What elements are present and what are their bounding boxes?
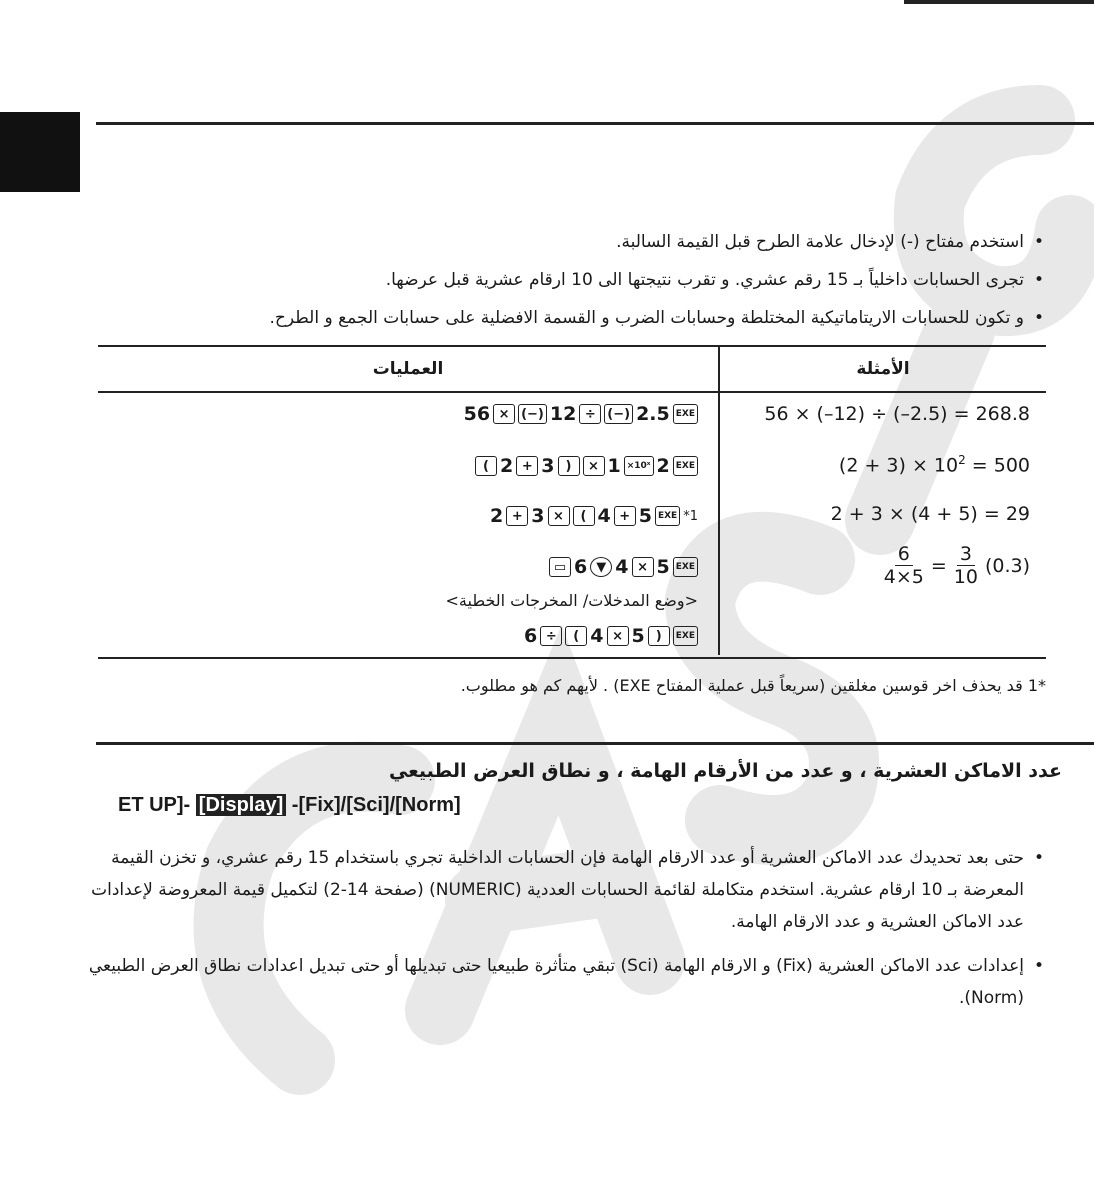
bullet-item: • إعدادات عدد الاماكن العشرية (Fix) و الارقام الهامة (Sci) تبقي متأثرة طبيعيا حتى تبديلها أو حتى تبديل اعدادات نطاق العرض الطبيعي (Norm). — [64, 950, 1044, 1014]
setup-path: ET UP]- [Display] -[Fix]/[Sci]/[Norm] — [118, 794, 461, 816]
operation-5 — [524, 625, 698, 647]
section1-bullets — [64, 228, 1044, 342]
fraction-key-icon: ▭ — [549, 557, 571, 577]
example-2: $(2 + 3) \times 10^2 = 500$ — [838, 453, 1030, 477]
left-paren-key-icon: ( — [565, 626, 587, 646]
display-highlight: [Display] — [196, 794, 286, 816]
header-examples: الأمثلة — [856, 359, 910, 379]
section2-title: عدد الاماكن العشرية ، و عدد من الأرقام الهامة ، و نطاق العرض الطبيعي — [388, 760, 1062, 782]
section2-bullets — [64, 842, 1044, 1026]
multiply-key-icon: × — [493, 404, 515, 424]
plus-key-icon: + — [614, 506, 636, 526]
example-3: 2 + 3 × (4 + 5) = 29 — [830, 503, 1030, 525]
bullet-text: حتى بعد تحديدك عدد الاماكن العشرية أو عدد الارقام الهامة فإن الحسابات الداخلية تجري باستخدام 15 رقم عشري، و تخزن القيمة المعرضة بـ 10 ارقام عشرية. استخدم متكاملة لقائمة الحسابات العددية (NUMERIC) (صفحة 14-2) لتكميل قيمة المعروضة لإعدادات عدد الاماكن العشرية و عدد الارقام الهامة. — [91, 848, 1024, 932]
op-number: 6 — [574, 556, 588, 578]
op-number: 2.5 — [636, 403, 670, 425]
mode-note: <وضع المدخلات/ المخرجات الخطية> — [445, 591, 698, 610]
exe-key-icon: EXE — [673, 456, 698, 476]
op-number: 2 — [490, 505, 504, 527]
bullet-text: إعدادات عدد الاماكن العشرية (Fix) و الارقام الهامة (Sci) تبقي متأثرة طبيعيا حتى تبديلها أو حتى تبديل اعدادات نطاق العرض الطبيعي (Norm). — [88, 956, 1024, 1008]
divide-key-icon: ÷ — [579, 404, 601, 424]
right-paren-key-icon: ) — [558, 456, 580, 476]
exe-key-icon: EXE — [673, 557, 698, 577]
footnote: *1 قد يحذف اخر قوسين مغلقين (سريعاً قبل عملية المفتاح EXE) . لأيهم كم هو مطلوب. — [460, 676, 1046, 695]
bullet-text: تجرى الحسابات داخلياً بـ 15 رقم عشري. و تقرب نتيجتها الى 10 ارقام عشرية قبل عرضها. — [385, 270, 1024, 290]
table-header — [98, 345, 1046, 393]
exp-key-icon: ×10ˣ — [624, 456, 654, 476]
exe-key-icon: EXE — [673, 626, 698, 646]
op-number: 6 — [524, 625, 538, 647]
op-number: 3 — [541, 455, 555, 477]
op-number: 5 — [631, 625, 645, 647]
op-number: 2 — [656, 455, 670, 477]
bullet-text: و تكون للحسابات الاريتاماتيكية المختلطة وحسابات الضرب و القسمة الافضلية على حسابات الجمع و الطرح. — [269, 308, 1024, 328]
op-number: 5 — [638, 505, 652, 527]
op-number: 3 — [531, 505, 545, 527]
top-rule — [904, 0, 1094, 4]
bullet-item: • حتى بعد تحديدك عدد الاماكن العشرية أو عدد الارقام الهامة فإن الحسابات الداخلية تجري باستخدام 15 رقم عشري، و تخزن القيمة المعرضة بـ 10 ارقام عشرية. استخدم متكاملة لقائمة الحسابات العددية (NUMERIC) (صفحة 14-2) لتكميل قيمة المعروضة لإعدادات عدد الاماكن العشرية و عدد الارقام الهامة. — [64, 842, 1044, 938]
example-4: $\frac{6}{4\times 5}$ = $\frac{3}{10}$ (0.3) — [877, 543, 1030, 588]
plus-key-icon: + — [506, 506, 528, 526]
section-rule-2 — [96, 742, 1094, 745]
header-operations: العمليات — [372, 359, 444, 379]
bullet-item: • و تكون للحسابات الاريتاماتيكية المختلطة وحسابات الضرب و القسمة الافضلية على حسابات الجمع و الطرح. — [64, 304, 1044, 333]
op-number: 12 — [549, 403, 577, 425]
operation-1 — [464, 403, 698, 425]
multiply-key-icon: × — [607, 626, 629, 646]
multiply-key-icon: × — [548, 506, 570, 526]
fraction-1: $\frac{6}{4\times 5}$ — [883, 543, 924, 588]
fraction-2: $\frac{3}{10}$ — [953, 543, 978, 588]
op-number: 1 — [607, 455, 621, 477]
plus-key-icon: + — [516, 456, 538, 476]
divide-key-icon: ÷ — [540, 626, 562, 646]
bullet-text: استخدم مفتاح (-) لإدخال علامة الطرح قبل القيمة السالبة. — [616, 232, 1024, 252]
op-number: 2 — [500, 455, 514, 477]
op-number: 4 — [590, 625, 604, 647]
footnote-marker: *1 — [683, 508, 698, 524]
chapter-tab — [0, 112, 80, 192]
op-number: 56 — [463, 403, 491, 425]
op-number: 4 — [597, 505, 611, 527]
down-arrow-key-icon: ▼ — [590, 557, 612, 577]
bullet-item: • تجرى الحسابات داخلياً بـ 15 رقم عشري. و تقرب نتيجتها الى 10 ارقام عشرية قبل عرضها. — [64, 266, 1044, 295]
operation-4 — [549, 556, 698, 578]
exe-key-icon: EXE — [655, 506, 680, 526]
negative-key-icon: (−) — [518, 404, 547, 424]
exe-key-icon: EXE — [673, 404, 698, 424]
examples-table — [98, 345, 1046, 659]
example-1: 56 × (–12) ÷ (–2.5) = 268.8 — [764, 403, 1030, 425]
multiply-key-icon: × — [632, 557, 654, 577]
op-number: 4 — [615, 556, 629, 578]
multiply-key-icon: × — [583, 456, 605, 476]
op-number: 5 — [656, 556, 670, 578]
section-rule-top — [96, 122, 1094, 125]
bullet-item: • استخدم مفتاح (-) لإدخال علامة الطرح قبل القيمة السالبة. — [64, 228, 1044, 257]
right-paren-key-icon: ) — [648, 626, 670, 646]
operation-2 — [475, 455, 698, 477]
negative-key-icon: (−) — [604, 404, 633, 424]
table-body — [98, 393, 1046, 659]
operation-3 — [490, 505, 698, 527]
left-paren-key-icon: ( — [573, 506, 595, 526]
left-paren-key-icon: ( — [475, 456, 497, 476]
